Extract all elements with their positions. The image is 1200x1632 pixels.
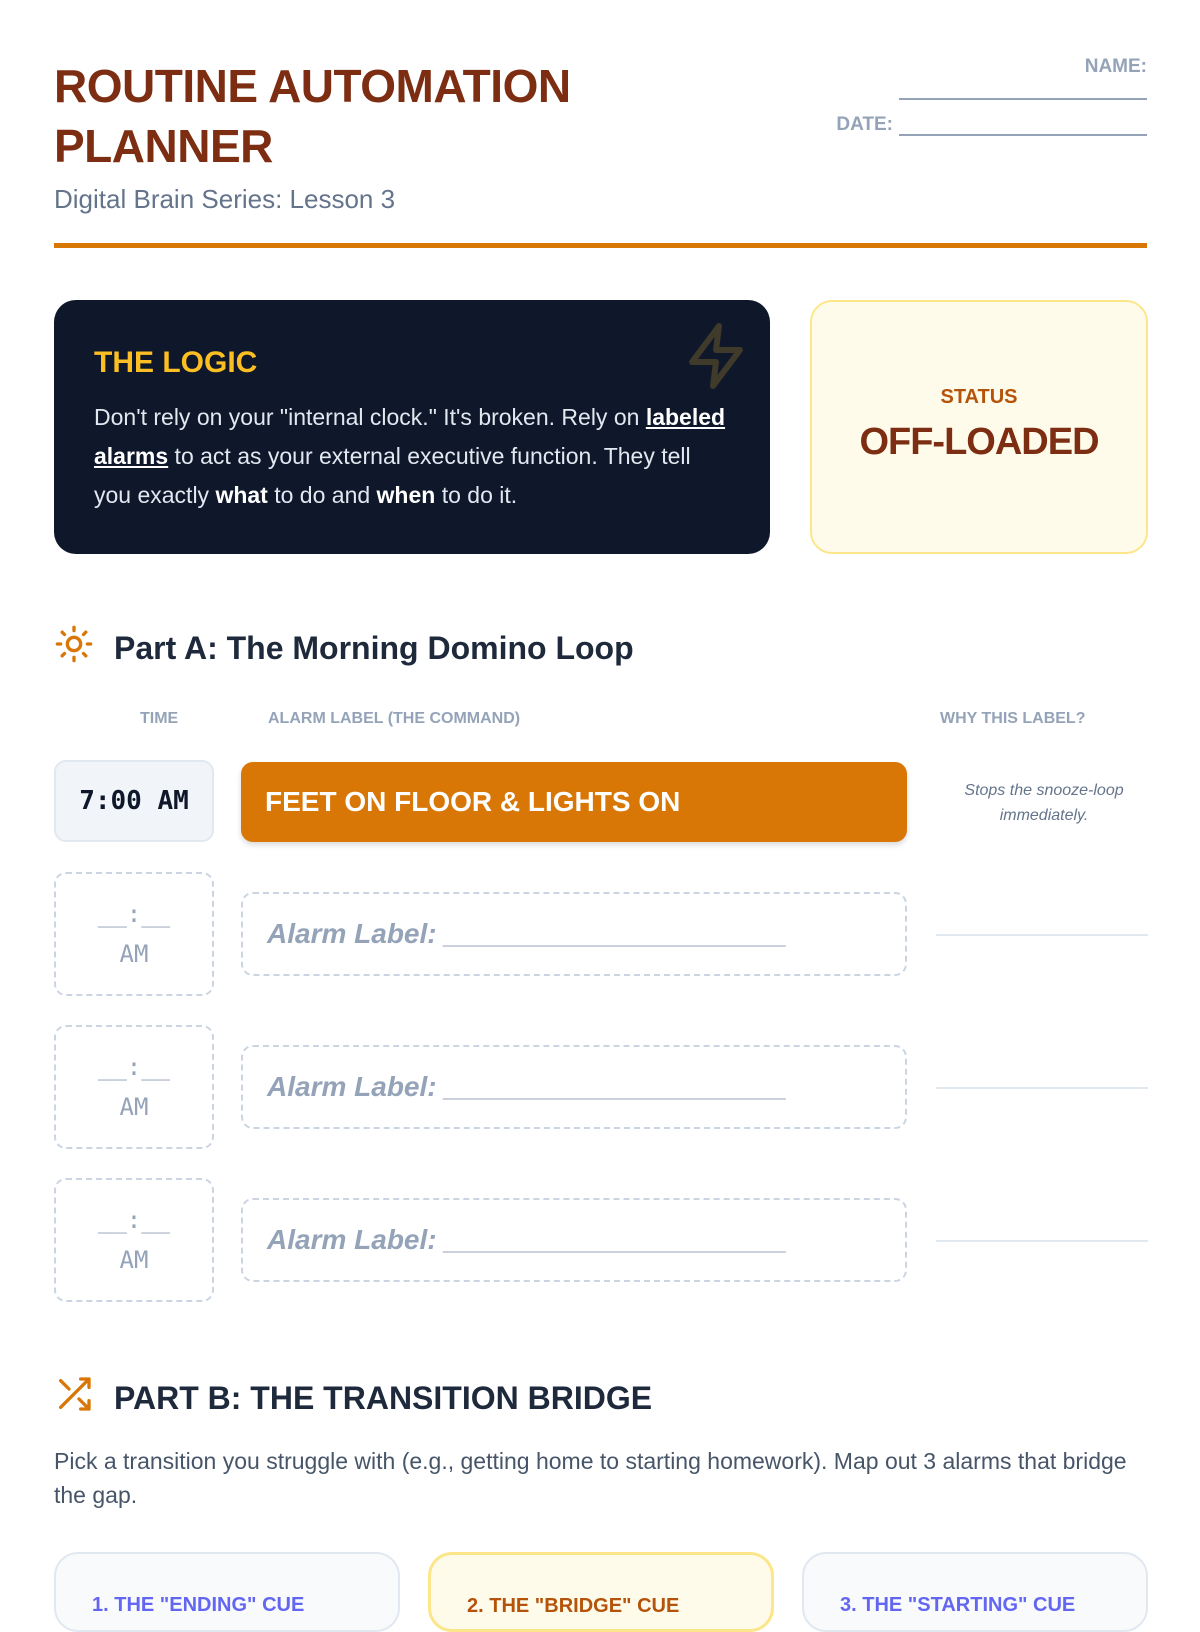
lightning-icon	[680, 316, 752, 401]
alarm-label-input-1[interactable]: Alarm Label: ______________________	[241, 892, 907, 976]
logic-text: Don't rely on your "internal clock." It's broken. Rely on labeled alarms to act as your external executive function. They tell you exactly what to do and when to do it.	[94, 404, 726, 508]
date-row	[836, 114, 1147, 136]
part-b-title: PART B: THE TRANSITION BRIDGE	[114, 1379, 653, 1416]
time-input-1[interactable]: __:__ AM	[54, 872, 214, 996]
bridge-cue-card[interactable]	[428, 1552, 774, 1632]
col-why-header: WHY THIS LABEL?	[940, 710, 1086, 727]
status-card	[810, 300, 1148, 554]
col-time-header: TIME	[140, 710, 179, 727]
part-a-title: Part A: The Morning Domino Loop	[114, 629, 634, 666]
status-value: OFF-LOADED	[859, 421, 1099, 463]
bridge-cue-label: 2. THE "BRIDGE" CUE	[467, 1595, 680, 1617]
sun-icon	[54, 624, 94, 672]
starting-cue-label: 3. THE "STARTING" CUE	[840, 1594, 1076, 1616]
why-input-2[interactable]	[936, 1087, 1148, 1089]
part-b-heading	[54, 1374, 652, 1422]
starting-cue-card[interactable]	[802, 1552, 1148, 1632]
date-label: DATE:	[836, 114, 893, 135]
alarm-label-input-2[interactable]: Alarm Label: ______________________	[241, 1045, 907, 1129]
page-title: ROUTINE AUTOMATION PLANNER	[54, 60, 571, 172]
date-field[interactable]	[899, 116, 1147, 136]
worksheet-header	[54, 56, 1147, 248]
example-alarm-label: FEET ON FLOOR & LIGHTS ON	[241, 762, 907, 842]
name-field[interactable]	[899, 98, 1147, 100]
col-label-header: ALARM LABEL (THE COMMAND)	[268, 710, 521, 727]
part-a-heading	[54, 624, 634, 672]
logic-panel	[54, 300, 770, 554]
logic-title: THE LOGIC	[94, 346, 258, 379]
shuffle-icon	[54, 1374, 94, 1422]
example-why: Stops the snooze-loop immediately.	[964, 782, 1124, 824]
why-input-1[interactable]	[936, 934, 1148, 936]
example-time: 7:00 AM	[54, 760, 214, 842]
name-label: NAME:	[1084, 56, 1147, 77]
why-input-3[interactable]	[936, 1240, 1148, 1242]
ending-cue-label: 1. THE "ENDING" CUE	[92, 1594, 305, 1616]
time-input-2[interactable]: __:__ AM	[54, 1025, 214, 1149]
page-subtitle: Digital Brain Series: Lesson 3	[54, 184, 396, 214]
alarm-label-input-3[interactable]: Alarm Label: ______________________	[241, 1198, 907, 1282]
ending-cue-card[interactable]	[54, 1552, 400, 1632]
time-input-3[interactable]: __:__ AM	[54, 1178, 214, 1302]
part-b-intro: Pick a transition you struggle with (e.g., getting home to starting homework). Map out 3 alarms that bridge the gap.	[54, 1448, 1127, 1508]
status-label: STATUS	[940, 386, 1018, 408]
labeled-alarms-highlight: labeled alarms	[94, 404, 726, 469]
